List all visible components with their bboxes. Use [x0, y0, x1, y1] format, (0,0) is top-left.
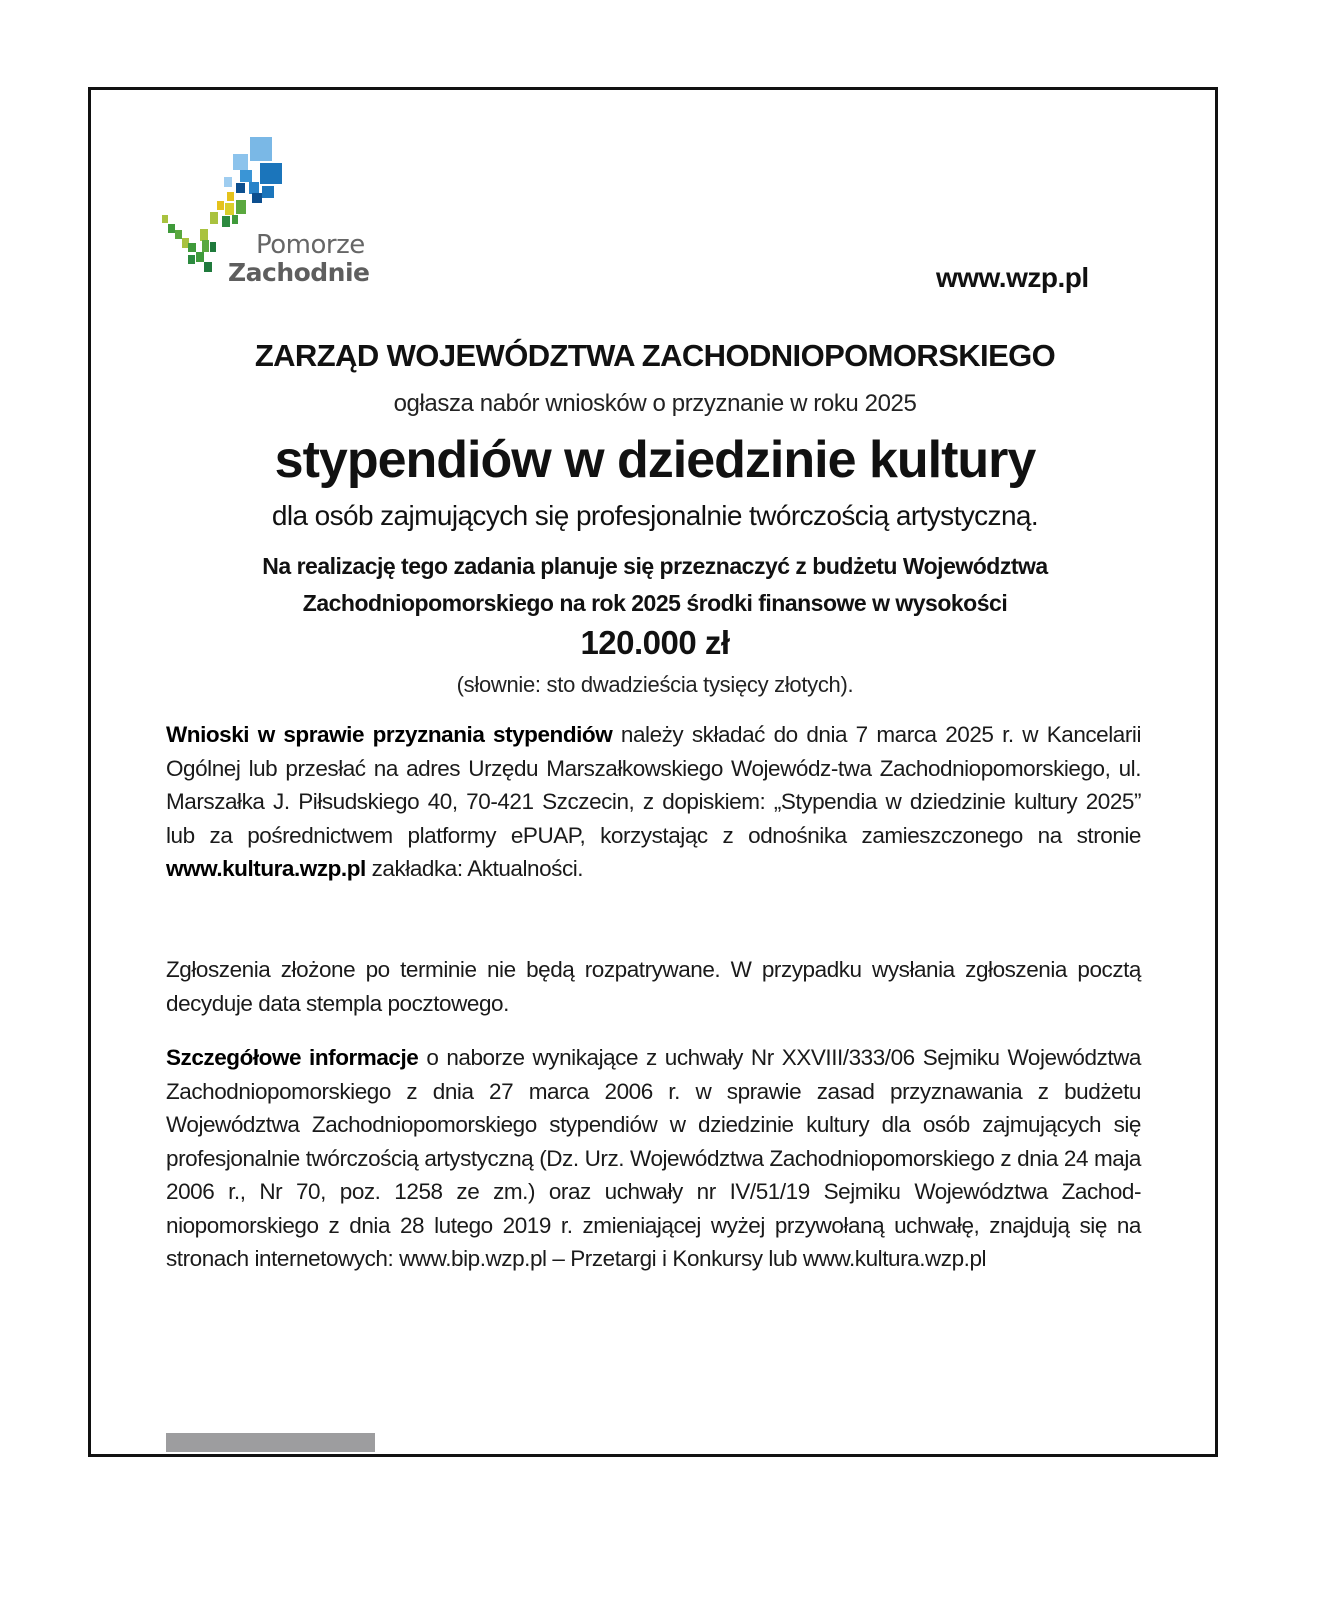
budget-line-1: Na realizację tego zadania planuje się przeznaczyć z budżetu Województwa [262, 553, 1048, 579]
kultura-link[interactable]: www.kultura.wzp.pl [166, 856, 366, 881]
website-url[interactable]: www.wzp.pl [936, 262, 1089, 293]
paragraph-details-text: o naborze wynikające z uchwały Nr XXVIII/333/06 Sejmiku Województwa Zachodniopomorskiego z dnia 27 marca 2006 r. w sprawie zasad przyznawania z budżetu Województwa Zachodniopomorskiego stypendiów w dziedzinie kultury dla osób zajmujących się profesjonalnie twórczością artystyczną (Dz. Urz. Województwa Zachodniopomorskiego z dnia 24 maja 2006 r., Nr 70, poz. 1258 ze zm.) oraz uchwały nr IV/51/19 Sejmiku Województwa Zachod-niopomorskiego z dnia 28 lutego 2019 r. zmieniającej wyżej przywołaną uchwałę, znajdują się na stronach internetowych: www.bip.wzp.pl – Przetargi i Konkursy lub www.kultura.wzp.pl [166, 1045, 1141, 1271]
amount-in-words: (słownie: sto dwadzieścia tysięcy złotych). [456, 672, 854, 697]
paragraph-submission-text: należy składać do dnia 7 marca 2025 r. w Kancelarii Ogólnej lub przesłać na adres Urzędu Marszałkowskiego Wojewódz-twa Zachodniopomorskiego, ul. Marszałka J. Piłsudskiego 40, 70-421 Szczecin, z dopiskiem: „Stypendia w dziedzinie kultury 2025” lub za pośrednictwem platformy ePUAP, korzystając z odnośnika zamieszczonego na stronie [166, 722, 1141, 848]
paragraph-submission [166, 718, 1141, 886]
paragraph-deadline: Zgłoszenia złożone po terminie nie będą rozpatrywane. W przypadku wysłania zgłoszenia pocztą decyduje data stempla pocztowego. [166, 957, 1141, 1016]
logo-text-zachodnie: Zachodnie [228, 258, 370, 287]
intro-text: ogłasza nabór wniosków o przyznanie w roku 2025 [393, 390, 917, 417]
paragraph-details [166, 1041, 1141, 1276]
amount: 120.000 zł [580, 624, 730, 661]
authority-heading: ZARZĄD WOJEWÓDZTWA ZACHODNIOPOMORSKIEGO [254, 338, 1056, 373]
subtitle: dla osób zajmujących się profesjonalnie twórczością artystyczną. [271, 500, 1039, 531]
paragraph-submission-tail: zakładka: Aktualności. [365, 856, 584, 881]
paragraph-details-lead: Szczegółowe informacje [166, 1045, 419, 1070]
footer-gray-bar [166, 1433, 375, 1452]
pomorze-zachodnie-logo [160, 130, 390, 290]
budget-line-2: Zachodniopomorskiego na rok 2025 środki finansowe w wysokości [302, 590, 1008, 616]
main-title: stypendiów w dziedzinie kultury [274, 431, 1036, 489]
logo-text-pomorze: Pomorze [256, 230, 365, 260]
paragraph-submission-lead: Wnioski w sprawie przyznania stypendiów [166, 722, 613, 747]
